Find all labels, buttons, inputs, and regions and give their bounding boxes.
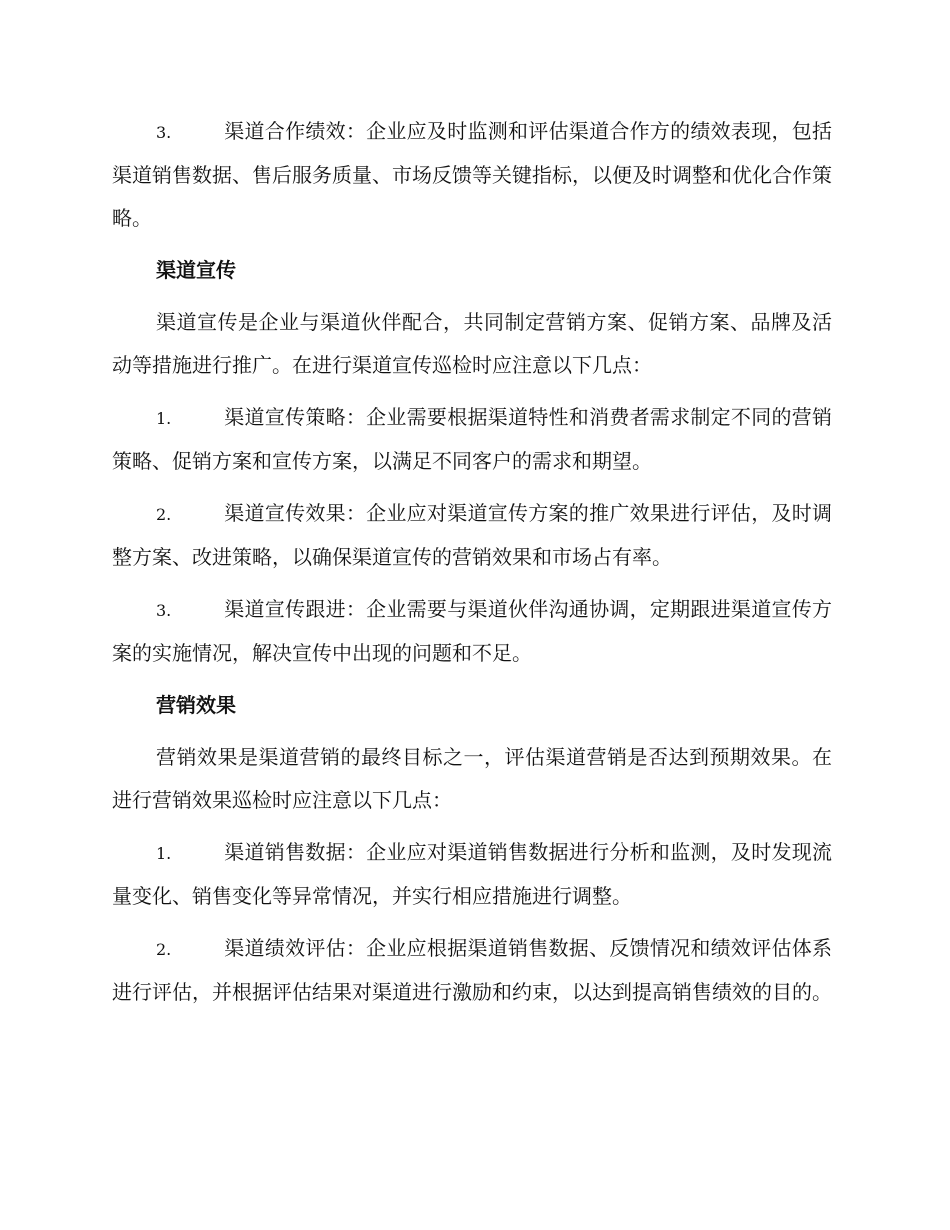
section-intro: 营销效果是渠道营销的最终目标之一，评估渠道营销是否达到预期效果。在进行营销效果巡检时应注意以下几点： xyxy=(112,745,832,812)
list-item-text: 渠道宣传跟进：企业需要与渠道伙伴沟通协调，定期跟进渠道宣传方案的实施情况，解决宣传中出现的问题和不足。 xyxy=(112,597,832,665)
list-item xyxy=(112,927,832,1014)
list-item-number: 1. xyxy=(156,409,172,428)
list-item-number: 3. xyxy=(156,123,172,142)
list-item-number: 3. xyxy=(156,601,172,620)
section-heading: 渠道宣传 xyxy=(156,258,236,282)
list-item-number: 2. xyxy=(156,505,172,524)
section-channel-cooperation xyxy=(112,110,832,240)
list-item xyxy=(112,396,832,483)
list-item-number: 1. xyxy=(156,844,172,863)
list-item xyxy=(112,110,832,240)
section-channel-promotion xyxy=(112,249,832,675)
list-item xyxy=(112,588,832,675)
list-item xyxy=(112,492,832,579)
list-item-text: 渠道宣传效果：企业应对渠道宣传方案的推广效果进行评估，及时调整方案、改进策略，以确保渠道宣传的营销效果和市场占有率。 xyxy=(112,501,832,569)
list-item-text: 渠道销售数据：企业应对渠道销售数据进行分析和监测，及时发现流量变化、销售变化等异常情况，并实行相应措施进行调整。 xyxy=(112,840,832,908)
section-marketing-effect xyxy=(112,684,832,1014)
list-item-text: 渠道绩效评估：企业应根据渠道销售数据、反馈情况和绩效评估体系进行评估，并根据评估结果对渠道进行激励和约束，以达到提高销售绩效的目的。 xyxy=(112,936,832,1004)
list-item xyxy=(112,831,832,918)
section-intro: 渠道宣传是企业与渠道伙伴配合，共同制定营销方案、促销方案、品牌及活动等措施进行推广。在进行渠道宣传巡检时应注意以下几点： xyxy=(112,310,832,377)
section-heading: 营销效果 xyxy=(156,693,236,717)
list-item-number: 2. xyxy=(156,940,172,959)
list-item-text: 渠道宣传策略：企业需要根据渠道特性和消费者需求制定不同的营销策略、促销方案和宣传方案，以满足不同客户的需求和期望。 xyxy=(112,405,832,473)
list-item-text: 渠道合作绩效：企业应及时监测和评估渠道合作方的绩效表现，包括渠道销售数据、售后服务质量、市场反馈等关键指标，以便及时调整和优化合作策略。 xyxy=(112,119,832,230)
